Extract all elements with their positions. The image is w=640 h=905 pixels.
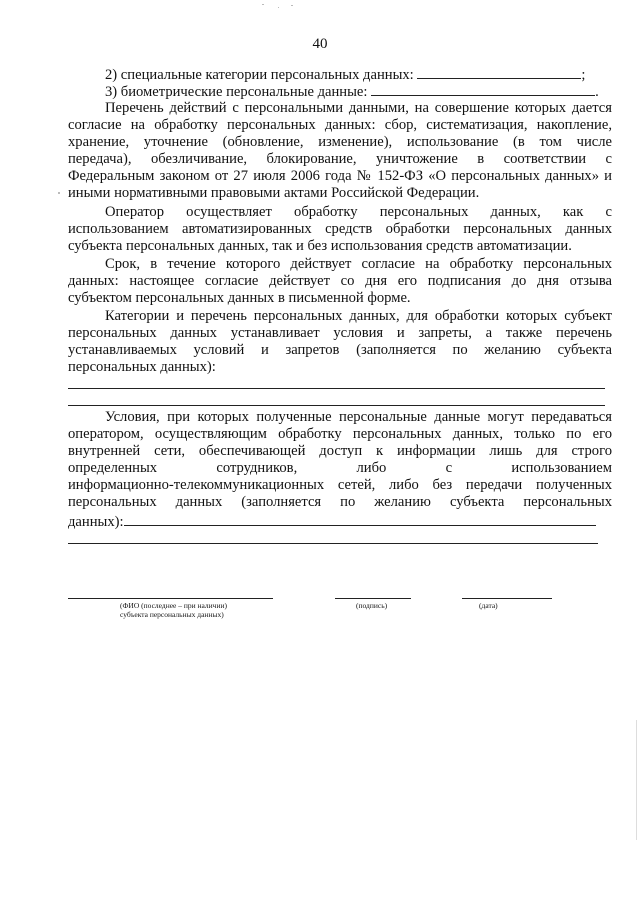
term-paragraph-line: Срок, в течение которого действует согласие на обработку персональных	[105, 256, 612, 272]
term-paragraph-line: субъектом персональных данных в письменной форме.	[68, 290, 411, 306]
conditions-field[interactable]	[124, 511, 596, 526]
operator-paragraph-line: использованием автоматизированных средств обработки персональных данных	[68, 221, 612, 237]
special-categories-label: 2) специальные категории персональных данных:	[105, 67, 414, 83]
scan-speck	[278, 7, 279, 8]
actions-paragraph-line: Федеральным законом от 27 июля 2006 года № 152-ФЗ «О персональных данных» и	[68, 168, 612, 184]
actions-paragraph-line: передача), обезличивание, блокирование, уничтожение в соответствии с	[68, 151, 612, 167]
conditions-paragraph-line: оператором, осуществляющим обработку персональных данных, только по его	[68, 426, 612, 442]
biometric-field[interactable]	[371, 81, 595, 96]
biometric-line	[105, 81, 599, 101]
categories-paragraph-line: персональных данных устанавливает условия и запреты, а также перечень	[68, 325, 612, 341]
conditions-paragraph-line: данных):	[68, 514, 124, 530]
scan-speck	[262, 4, 264, 5]
categories-blank-line[interactable]	[68, 388, 605, 389]
scan-speck	[58, 192, 60, 194]
sign-caption: (подпись)	[356, 601, 388, 610]
scan-edge	[636, 720, 637, 840]
fio-signature-line[interactable]	[68, 598, 273, 599]
actions-paragraph-line: хранение, уточнение (обновление, изменение), использование (в том числе	[68, 134, 612, 150]
special-categories-end: ;	[581, 67, 586, 83]
conditions-last-line	[68, 511, 596, 531]
actions-paragraph-line: согласие на обработку персональных данных: сбор, систематизация, накопление,	[68, 117, 612, 133]
conditions-paragraph-line: внутренней сети, обеспечивающей доступ к информации лишь для строго	[68, 443, 612, 459]
term-paragraph-line: данных: настоящее согласие действует со дня его подписания до дня отзыва	[68, 273, 612, 289]
operator-paragraph-line: Оператор осуществляет обработку персональных данных, как с	[105, 204, 612, 220]
actions-paragraph-line: Перечень действий с персональными данными, на совершение которых дается	[105, 100, 612, 116]
biometric-end: .	[595, 84, 599, 100]
categories-blank-line[interactable]	[68, 405, 605, 406]
biometric-label: 3) биометрические персональные данные:	[105, 84, 368, 100]
date-signature-line[interactable]	[462, 598, 552, 599]
scan-speck	[291, 5, 293, 6]
sign-signature-line[interactable]	[335, 598, 411, 599]
date-caption: (дата)	[479, 601, 498, 610]
special-categories-field[interactable]	[417, 64, 581, 79]
categories-paragraph-line: Категории и перечень персональных данных, для обработки которых субъект	[105, 308, 612, 324]
actions-paragraph-line: иными нормативными правовыми актами Российской Федерации.	[68, 185, 480, 201]
fio-caption: субъекта персональных данных)	[120, 610, 224, 619]
operator-paragraph-line: субъекта персональных данных, так и без использования средств автоматизации.	[68, 238, 572, 254]
conditions-paragraph-line: Условия, при которых полученные персональные данные могут передаваться	[105, 409, 612, 425]
conditions-blank-line[interactable]	[68, 543, 598, 544]
conditions-paragraph-line: определенных сотрудников, либо с использованием	[68, 460, 612, 476]
conditions-paragraph-line: персональных данных (заполняется по желанию субъекта персональных	[68, 494, 612, 510]
conditions-paragraph-line: информационно-телекоммуникационных сетей, либо без передачи полученных	[68, 477, 612, 493]
page-number: 40	[312, 36, 328, 52]
categories-paragraph-line: персональных данных):	[68, 359, 216, 375]
fio-caption: (ФИО (последнее – при наличии)	[120, 601, 227, 610]
categories-paragraph-line: устанавливаемых условий и запретов (заполняется по желанию субъекта	[68, 342, 612, 358]
